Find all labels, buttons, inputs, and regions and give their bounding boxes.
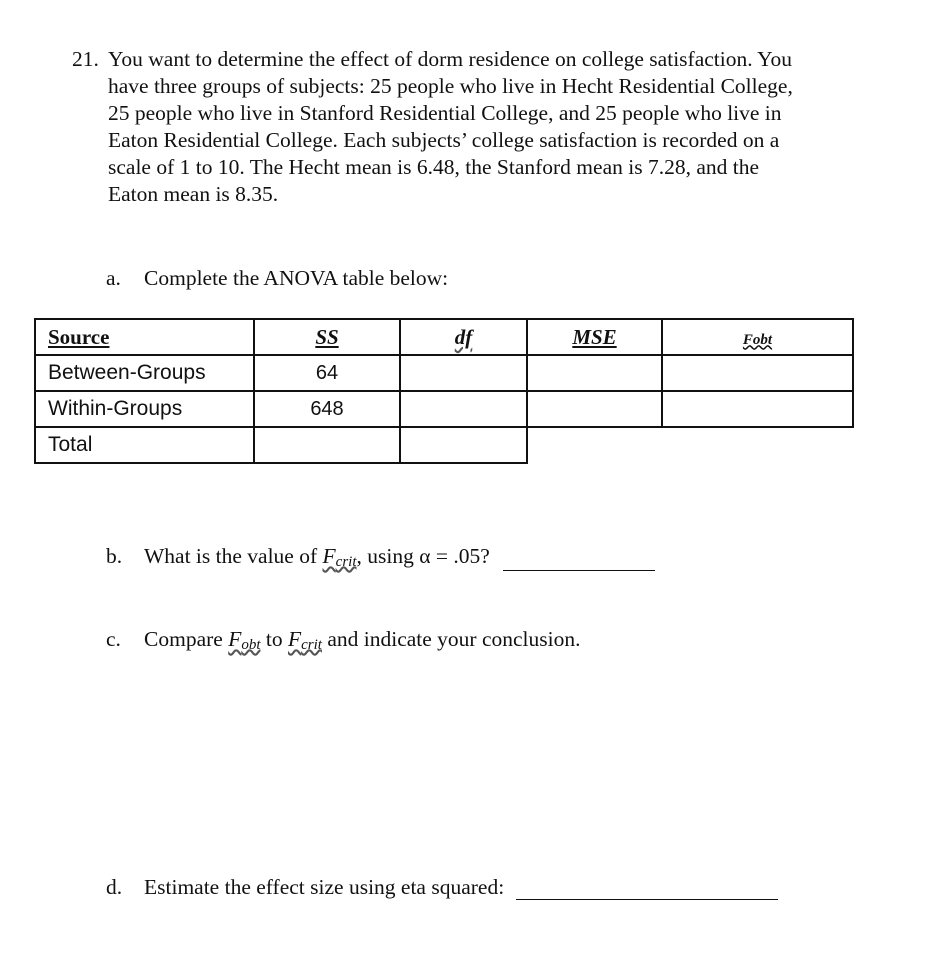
row-fobt-cell[interactable] [662, 355, 853, 391]
part-b-text: What is the value of [144, 544, 323, 568]
part-d [106, 875, 778, 900]
header-fobt: Fobt [662, 319, 853, 355]
question-number: 21. [72, 47, 99, 71]
part-c-letter: c. [106, 627, 121, 651]
part-a-text: Complete the ANOVA table below: [144, 266, 449, 290]
f-crit-symbol: $F_{crit}$ [287, 627, 322, 653]
row-ss: 648 [254, 391, 400, 427]
part-b-letter: b. [106, 544, 123, 568]
part-c-text-post: and indicate your conclusion. [321, 627, 581, 651]
table-row [35, 427, 853, 463]
question-line: 25 people who live in Stanford Residential College, and 25 people who live in [108, 101, 782, 125]
part-b [106, 544, 655, 571]
question-line: scale of 1 to 10. The Hecht mean is 6.48, the Stanford mean is 7.28, and the [108, 155, 760, 179]
header-ss: SS [254, 319, 400, 355]
row-ss: 64 [254, 355, 400, 391]
row-mse-cell[interactable] [527, 355, 662, 391]
table-row [35, 355, 853, 391]
row-fobt-cell[interactable] [662, 391, 853, 427]
part-d-text: Estimate the effect size using eta squared: [144, 875, 505, 899]
question-line: have three groups of subjects: 25 people who live in Hecht Residential College, [108, 74, 793, 98]
part-c [106, 627, 581, 654]
row-df-cell[interactable] [400, 427, 527, 463]
part-c-text: Compare [144, 627, 229, 651]
part-a [106, 266, 448, 291]
row-df-cell[interactable] [400, 355, 527, 391]
question-line: Eaton mean is 8.35. [108, 182, 279, 206]
header-source: Source [35, 319, 254, 355]
row-ss-cell[interactable] [254, 427, 400, 463]
part-b-text-post: , using α = .05? [356, 544, 490, 568]
part-a-letter: a. [106, 266, 121, 290]
row-source: Within-Groups [35, 391, 254, 427]
table-row [35, 391, 853, 427]
part-d-letter: d. [106, 875, 123, 899]
row-source: Total [35, 427, 254, 463]
f-symbol: $F_{crit}$ [322, 544, 357, 570]
empty-cell [662, 427, 853, 463]
answer-blank-b[interactable] [503, 548, 655, 571]
answer-blank-d[interactable] [516, 877, 778, 900]
row-mse-cell[interactable] [527, 391, 662, 427]
row-df-cell[interactable] [400, 391, 527, 427]
question-21 [72, 46, 912, 206]
f-obt-symbol: $F_{obt}$ [228, 627, 261, 653]
part-c-text-mid: to [260, 627, 288, 651]
empty-cell [527, 427, 662, 463]
question-body [108, 46, 898, 208]
header-mse: MSE [527, 319, 662, 355]
row-source: Between-Groups [35, 355, 254, 391]
anova-table [34, 318, 854, 464]
table-header-row [35, 319, 853, 355]
header-df: df [400, 319, 527, 355]
question-line: You want to determine the effect of dorm residence on college satisfaction. You [108, 47, 793, 71]
question-line: Eaton Residential College. Each subjects’ college satisfaction is recorded on a [108, 128, 780, 152]
